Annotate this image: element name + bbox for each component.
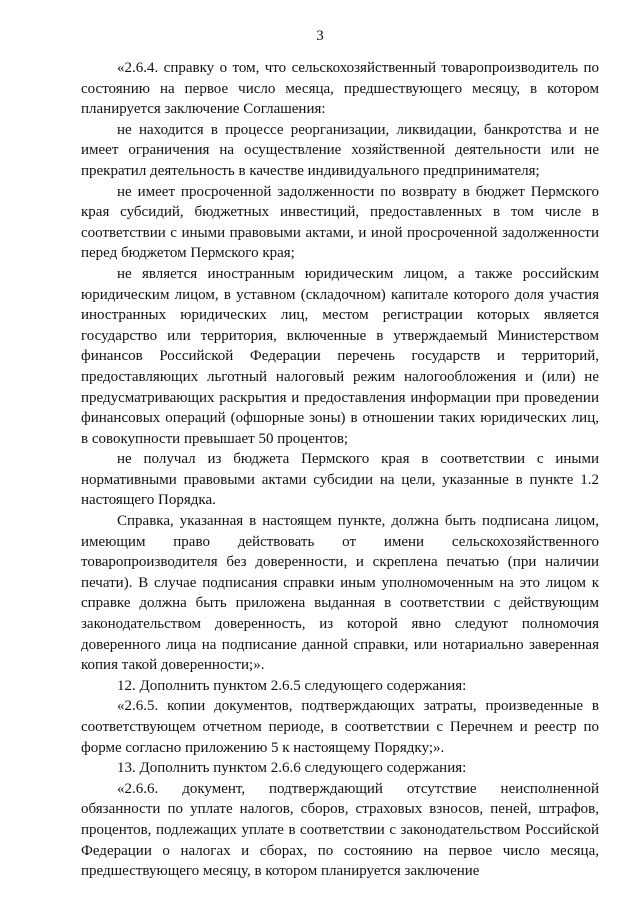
paragraph-no-reorganization: не находится в процессе реорганизации, ликвидации, банкротства и не имеет ограничения на осуществление хозяйственной деятельности или не прекратил деятельность в качестве индивидуального предпринимателя;	[81, 121, 599, 179]
paragraph-no-debt: не имеет просроченной задолженности по возврату в бюджет Пермского края субсидий, бюджетных инвестиций, предоставленных в том числе в соответствии с иными правовыми актами, и иной просроченной задолженности перед бюджетом Пермского края;	[81, 183, 599, 262]
page-number: 3	[316, 28, 324, 44]
document-body	[81, 58, 599, 882]
paragraph-item-12: 12. Дополнить пунктом 2.6.5 следующего содержания:	[117, 677, 467, 694]
paragraph-not-foreign: не является иностранным юридическим лицом, а также российским юридическим лицом, в уставном (складочном) капитале которого доля участия иностранных юридических лиц, местом регистрации которых является государство или территория, включенные в утверждаемый Министерством финансов Российской Федерации перечень государств и территорий, предоставляющих льготный налоговый режим налогообложения и (или) не предусматривающих раскрытия и предоставления информации при проведении финансовых операций (офшорные зоны) в отношении таких юридических лиц, в совокупности превышает 50 процентов;	[81, 265, 599, 447]
paragraph-2-6-4: «2.6.4. справку о том, что сельскохозяйственный товаропроизводитель по состоянию на первое число месяца, предшествующего месяцу, в котором планируется заключение Соглашения:	[81, 60, 599, 118]
paragraph-2-6-5: «2.6.5. копии документов, подтверждающих затраты, произведенные в соответствующем отчетном периоде, в соответствии с Перечнем и реестр по форме согласно приложению 5 к настоящему Порядку;».	[81, 698, 599, 756]
paragraph-no-subsidies: не получал из бюджета Пермского края в соответствии с иными нормативными правовыми актами субсидии на цели, указанные в пункте 1.2 настоящего Порядка.	[81, 451, 599, 509]
paragraph-item-13: 13. Дополнить пунктом 2.6.6 следующего содержания:	[117, 760, 467, 777]
paragraph-2-6-6: «2.6.6. документ, подтверждающий отсутствие неисполненной обязанности по уплате налогов, сборов, страховых взносов, пеней, штрафов, процентов, подлежащих уплате в соответствии с законодательством Российской Федерации о налогах и сборах, по состоянию на первое число месяца, предшествующего месяцу, в котором планируется заключение	[81, 780, 599, 880]
paragraph-certificate-signature: Справка, указанная в настоящем пункте, должна быть подписана лицом, имеющим право действовать от имени сельскохозяйственного товаропроизводителя без доверенности, и скреплена печатью (при наличии печати). В случае подписания справки иным уполномоченным на это лицом к справке должна быть приложена выданная в соответствии с действующим законодательством доверенность, из которой явно следуют полномочия доверенного лица на подписание данной справки, или нотариально заверенная копия такой доверенности;».	[81, 513, 599, 674]
